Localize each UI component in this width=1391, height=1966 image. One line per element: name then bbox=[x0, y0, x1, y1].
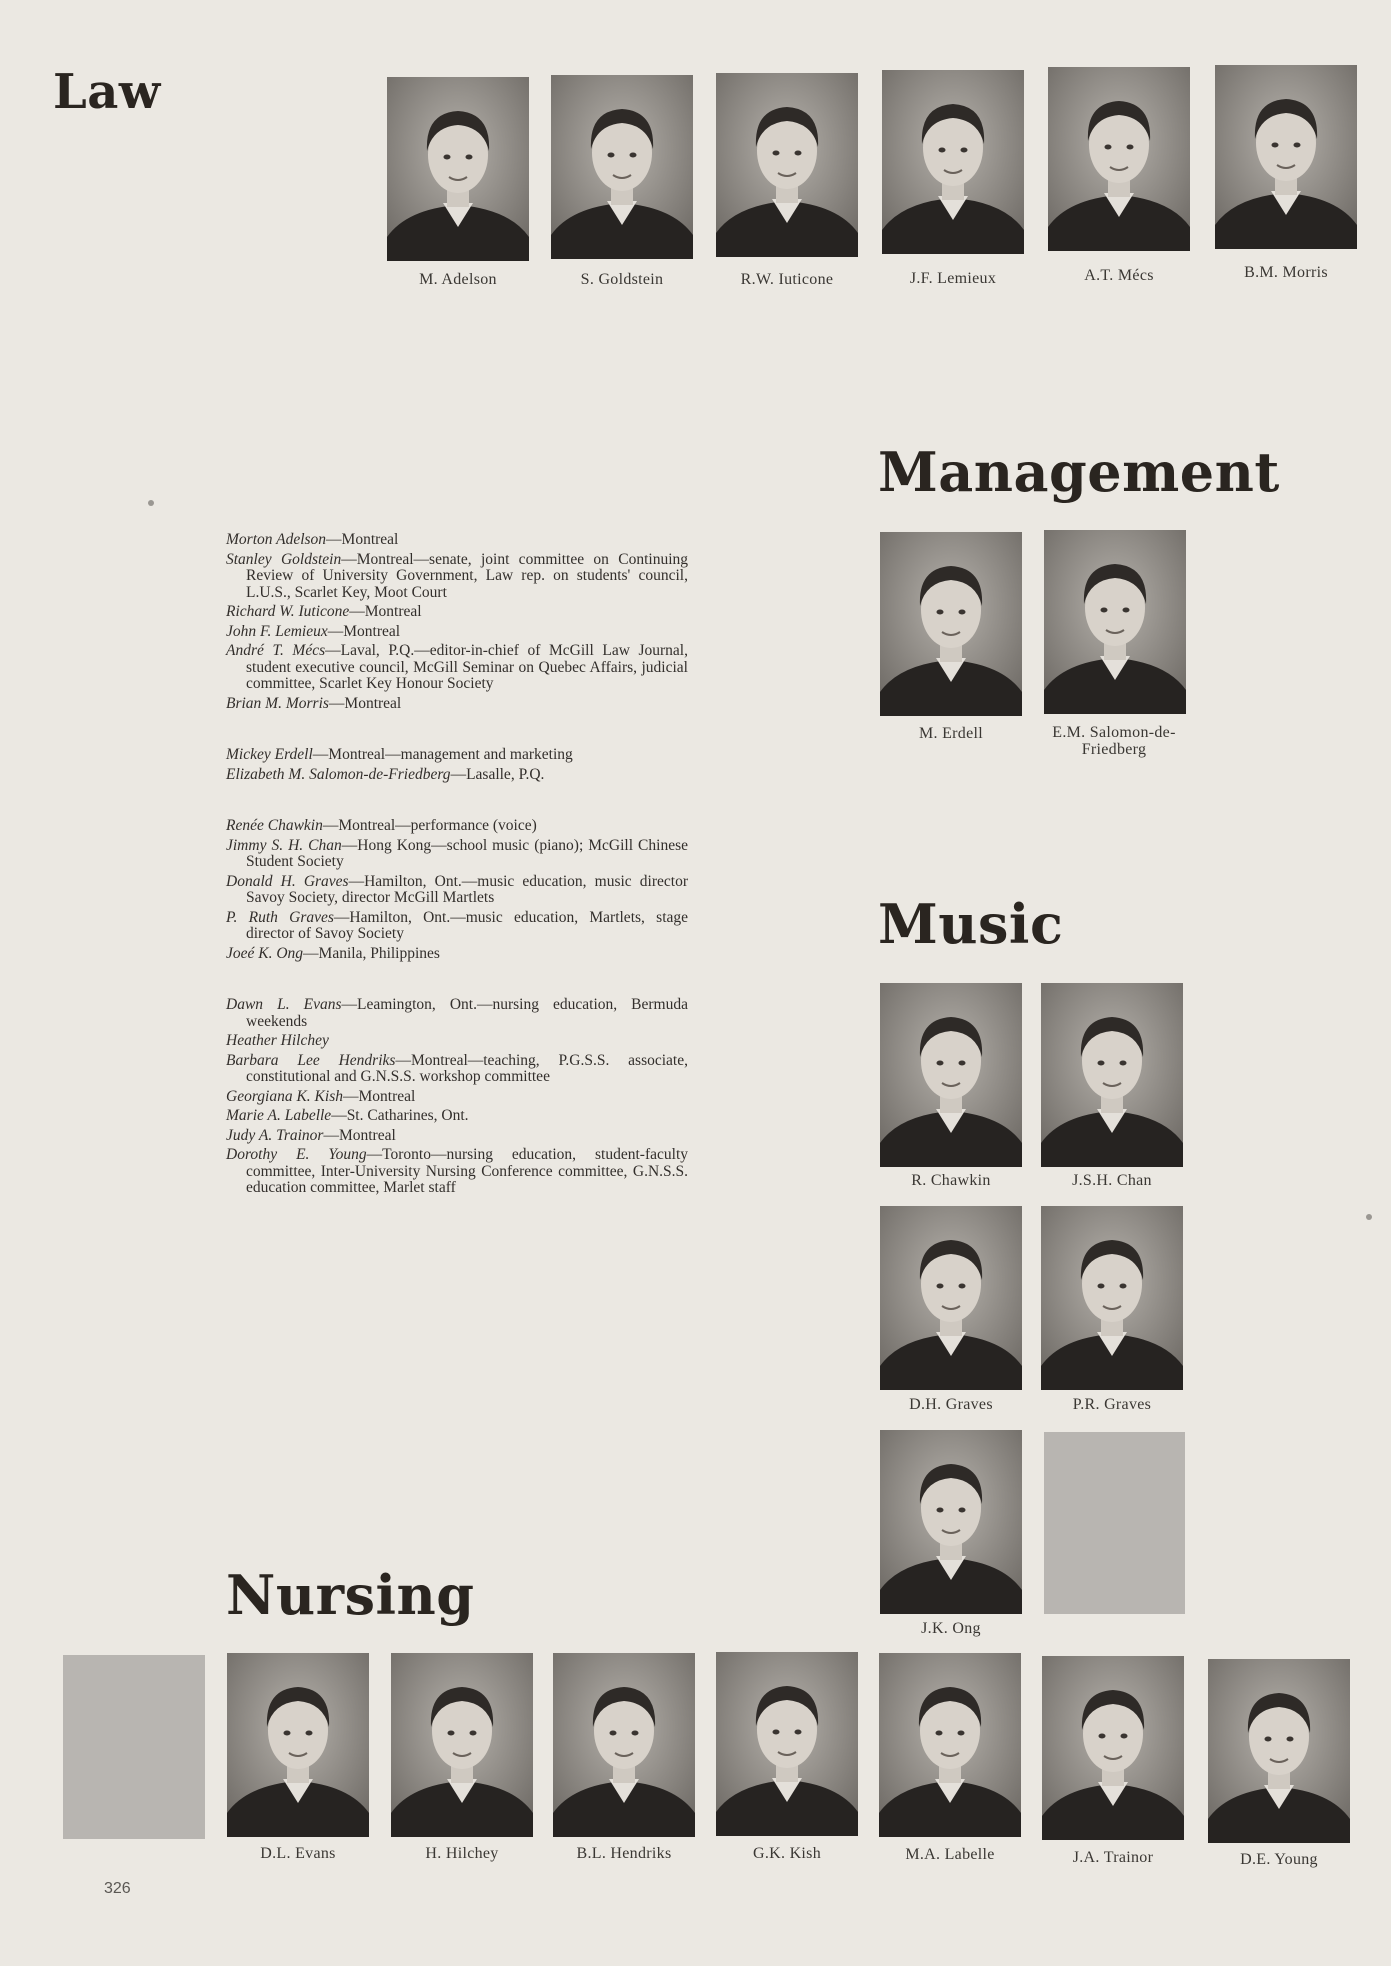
photo-caption: R.W. Iuticone bbox=[740, 271, 834, 288]
bios-music bbox=[226, 818, 688, 962]
photo-caption: S. Goldstein bbox=[580, 271, 664, 288]
bio-entry bbox=[226, 1147, 688, 1197]
bio-entry bbox=[226, 643, 688, 693]
bio-entry bbox=[226, 1033, 688, 1050]
bio-entry bbox=[226, 1108, 688, 1125]
bios-management bbox=[226, 747, 688, 783]
blank-photo-placeholder bbox=[63, 1655, 205, 1839]
bio-entry bbox=[226, 767, 688, 784]
portrait-photo bbox=[1041, 1206, 1183, 1390]
bio-entry bbox=[226, 818, 688, 835]
biographies-column bbox=[226, 532, 688, 1200]
bio-text: —Montreal bbox=[328, 694, 402, 712]
bio-entry bbox=[226, 1128, 688, 1145]
bio-text: —St. Catharines, Ont. bbox=[331, 1107, 469, 1124]
photo-caption: R. Chawkin bbox=[911, 1172, 991, 1189]
page-number: 326 bbox=[104, 1880, 131, 1897]
portrait-photo bbox=[880, 1206, 1022, 1390]
photo-caption: M. Erdell bbox=[918, 725, 984, 742]
bio-text: —Lasalle, P.Q. bbox=[450, 765, 545, 783]
bio-name: Brian M. Morris bbox=[226, 694, 329, 712]
photo-caption: M.A. Labelle bbox=[905, 1846, 995, 1863]
photo-caption: G.K. Kish bbox=[752, 1845, 822, 1862]
portrait-photo bbox=[1215, 65, 1357, 249]
photo-caption: B.M. Morris bbox=[1244, 264, 1328, 281]
bio-text: —Hong Kong—school music (piano); McGill Chinese Student Society bbox=[246, 836, 688, 870]
bio-entry bbox=[226, 874, 688, 907]
bio-name: Dawn L. Evans bbox=[226, 996, 342, 1013]
portrait-photo bbox=[1042, 1656, 1184, 1840]
bio-name: Marie A. Labelle bbox=[226, 1107, 332, 1124]
bio-name: Barbara Lee Hendriks bbox=[226, 1051, 396, 1069]
bio-text: —Manila, Philippines bbox=[303, 944, 440, 962]
portrait-photo bbox=[553, 1653, 695, 1837]
bio-entry bbox=[226, 604, 688, 621]
print-speck bbox=[1366, 1214, 1372, 1220]
bio-name: Renée Chawkin bbox=[226, 817, 323, 834]
bio-name: Mickey Erdell bbox=[226, 746, 313, 763]
photo-caption: J.S.H. Chan bbox=[1072, 1172, 1152, 1189]
bio-text: —Montreal—senate, joint committee on Continuing Review of University Government, Law rep. on students' council, L.U.S., Scarlet Key, Moot Court bbox=[246, 550, 688, 601]
photo-caption: D.E. Young bbox=[1240, 1851, 1318, 1868]
bio-name: P. Ruth Graves bbox=[226, 908, 334, 926]
bio-entry bbox=[226, 747, 688, 764]
bio-name: Georgiana K. Kish bbox=[226, 1087, 343, 1105]
print-speck bbox=[148, 500, 154, 506]
bio-text: —Hamilton, Ont.—music education, Martlets, stage director of Savoy Society bbox=[246, 908, 689, 942]
bio-text: —Montreal—teaching, P.G.S.S. associate, constitutional and G.N.S.S. workshop committee bbox=[246, 1051, 688, 1085]
bio-text: —Montreal bbox=[327, 622, 401, 640]
section-heading-nursing: Nursing bbox=[226, 1563, 475, 1627]
portrait-photo bbox=[880, 983, 1022, 1167]
photo-caption: P.R. Graves bbox=[1072, 1396, 1152, 1413]
bio-text: —Montreal bbox=[323, 1126, 396, 1144]
bios-law bbox=[226, 532, 688, 712]
portrait-photo bbox=[716, 1652, 858, 1836]
bio-name: Morton Adelson bbox=[226, 531, 327, 548]
photo-caption: J.A. Trainor bbox=[1072, 1849, 1154, 1866]
bio-name: Judy A. Trainor bbox=[226, 1126, 324, 1144]
bio-entry bbox=[226, 532, 688, 549]
portrait-photo bbox=[391, 1653, 533, 1837]
bio-name: John F. Lemieux bbox=[226, 622, 328, 640]
bio-name: Stanley Goldstein bbox=[226, 550, 342, 568]
bio-text: —Montreal—management and marketing bbox=[312, 746, 573, 763]
bio-entry bbox=[226, 1089, 688, 1106]
bio-entry bbox=[226, 946, 688, 963]
photo-caption: J.F. Lemieux bbox=[909, 270, 997, 287]
bio-entry bbox=[226, 552, 688, 602]
portrait-photo bbox=[1208, 1659, 1350, 1843]
photo-caption: H. Hilchey bbox=[425, 1845, 499, 1862]
bio-entry bbox=[226, 696, 688, 713]
portrait-photo bbox=[227, 1653, 369, 1837]
photo-caption: E.M. Salomon-de-Friedberg bbox=[1052, 724, 1176, 758]
bio-name: Heather Hilchey bbox=[226, 1032, 329, 1049]
bio-entry bbox=[226, 910, 688, 943]
bio-entry bbox=[226, 838, 688, 871]
bio-name: Jimmy S. H. Chan bbox=[226, 836, 342, 854]
portrait-photo bbox=[1048, 67, 1190, 251]
bio-text: —Leamington, Ont.—nursing education, Bermuda weekends bbox=[246, 996, 688, 1030]
bio-entry bbox=[226, 624, 688, 641]
bio-text: —Hamilton, Ont.—music education, music director Savoy Society, director McGill Martlets bbox=[246, 872, 689, 906]
bio-name: Elizabeth M. Salomon-de-Friedberg bbox=[226, 765, 451, 783]
bio-name: Richard W. Iuticone bbox=[226, 603, 350, 620]
bio-name: André T. Mécs bbox=[226, 642, 326, 659]
photo-caption: M. Adelson bbox=[419, 271, 497, 288]
bio-text: —Laval, P.Q.—editor-in-chief of McGill Law Journal, student executive council, McGill Seminar on Quebec Affairs, judicial committee, Scarlet Key Honour Society bbox=[246, 642, 688, 692]
portrait-photo bbox=[880, 532, 1022, 716]
photo-caption: J.K. Ong bbox=[921, 1620, 981, 1637]
bios-nursing bbox=[226, 997, 688, 1197]
portrait-photo bbox=[551, 75, 693, 259]
photo-caption: D.L. Evans bbox=[260, 1845, 336, 1862]
portrait-photo bbox=[1044, 530, 1186, 714]
bio-name: Joeé K. Ong bbox=[226, 944, 304, 962]
portrait-photo bbox=[716, 73, 858, 257]
bio-text: —Montreal bbox=[349, 603, 422, 620]
portrait-photo bbox=[879, 1653, 1021, 1837]
photo-caption: B.L. Hendriks bbox=[576, 1845, 672, 1862]
bio-text: —Montreal bbox=[342, 1087, 416, 1105]
photo-caption: D.H. Graves bbox=[909, 1396, 993, 1413]
bio-name: Donald H. Graves bbox=[226, 872, 349, 890]
blank-photo-placeholder bbox=[1044, 1432, 1185, 1614]
bio-text: —Toronto—nursing education, student-faculty committee, Inter-University Nursing Conference committee, G.N.S.S. education committee, Marlet staff bbox=[246, 1146, 688, 1196]
bio-text: —Montreal bbox=[326, 531, 399, 548]
photo-caption: A.T. Mécs bbox=[1084, 267, 1154, 284]
bio-entry bbox=[226, 1053, 688, 1086]
portrait-photo bbox=[880, 1430, 1022, 1614]
portrait-photo bbox=[882, 70, 1024, 254]
bio-name: Dorothy E. Young bbox=[226, 1146, 367, 1163]
portrait-photo bbox=[1041, 983, 1183, 1167]
section-heading-management: Management bbox=[878, 440, 1280, 504]
section-heading-law: Law bbox=[53, 64, 161, 120]
bio-entry bbox=[226, 997, 688, 1030]
portrait-photo bbox=[387, 77, 529, 261]
section-heading-music: Music bbox=[878, 892, 1064, 956]
bio-text: —Montreal—performance (voice) bbox=[322, 817, 537, 834]
